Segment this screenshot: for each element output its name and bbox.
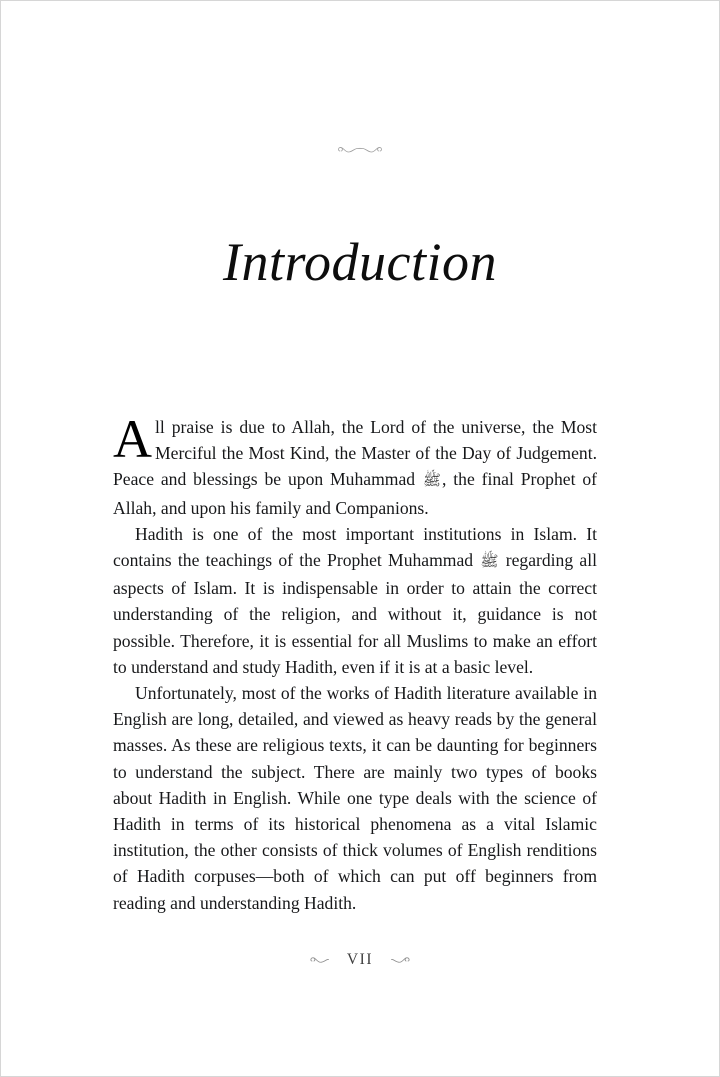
- swirl-ornament-left-icon: [310, 953, 330, 967]
- paragraph-2-text-a: Hadith is one of the most important institutions in Islam. It contains the teachings of the Prophet Muhammad: [113, 523, 597, 571]
- page-footer: [1, 951, 719, 969]
- page-number: VII: [346, 951, 374, 968]
- paragraph-1: [113, 409, 597, 521]
- paragraph-3: Unfortunately, most of the works of Hadith literature available in English are long, detailed, and viewed as heavy reads by the general masses. As these are religious texts, it can be daunting for beginners to understand the subject. There are mainly two types of books about Hadith in English. While one type deals with the science of Hadith in terms of its historical phenomena as a vital Islamic institution, the other consists of thick volumes of English renditions of Hadith corpuses—both of which can put off beginners from reading and understanding Hadith.: [113, 683, 597, 913]
- honorific-glyph-sallallahu: ﷺ: [422, 473, 442, 490]
- page-title: Introduction: [223, 232, 497, 293]
- body-text: [113, 409, 597, 916]
- honorific-glyph-sallallahu: ﷺ: [480, 554, 499, 571]
- paragraph-1-text-b: , the final Prophet of Allah, and upon his family and Companions.: [113, 469, 597, 518]
- drop-cap: A: [113, 409, 152, 469]
- double-swirl-flourish-icon: [337, 141, 383, 159]
- swirl-ornament-right-icon: [390, 953, 410, 967]
- top-ornament: [1, 141, 719, 159]
- paragraph-2-text-b: regarding all aspects of Islam. It is indispensable in order to attain the correct understanding of the religion, and without it, guidance is not possible. Therefore, it is essential for all Muslims to make an effort to understand and study Hadith, even if it is at a basic level.: [113, 550, 597, 677]
- paragraph-1-text-a: ll praise is due to Allah, the Lord of the universe, the Most Merciful the Most Kind, the Master of the Day of Judgement. Peace and blessings be upon Muhammad: [113, 417, 597, 490]
- paragraph-2: [113, 521, 597, 680]
